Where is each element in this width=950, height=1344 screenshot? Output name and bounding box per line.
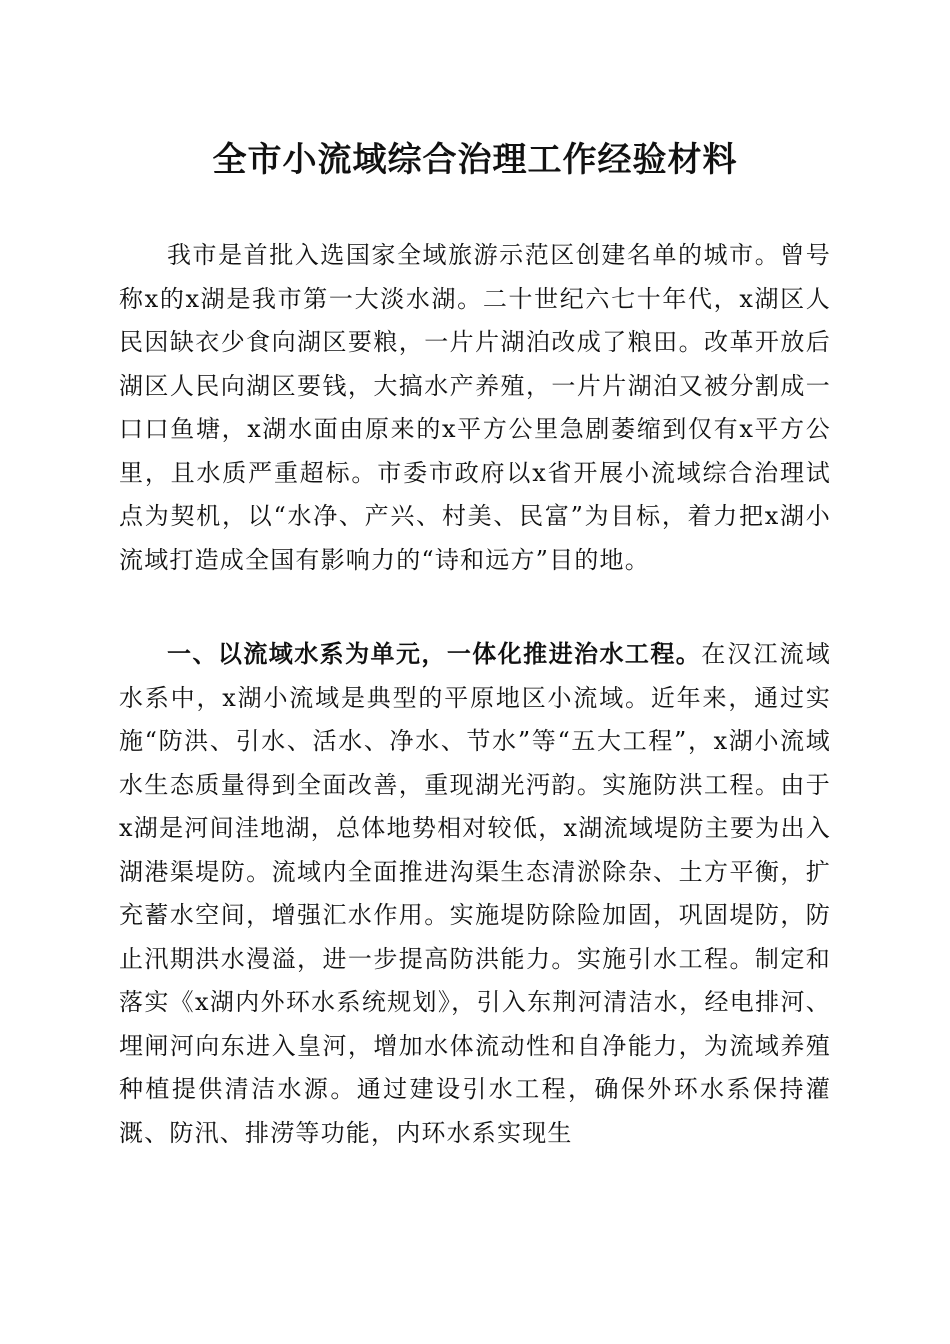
document-title: 全市小流域综合治理工作经验材料 (212, 140, 738, 180)
section-1-heading: 一、以流域水系为单元，一体化推进治水工程。 (167, 640, 702, 668)
intro-paragraph: 我市是首批入选国家全域旅游示范区创建名单的城市。曾号称x的x湖是我市第一大淡水湖。二十世纪六七十年代，x湖区人民因缺衣少食向湖区要粮，一片片湖泊改成了粮田。改革开放后湖区人民向湖区要钱，大搞水产养殖，一片片湖泊又被分割成一口口鱼塘，x湖水面由原来的x平方公里急剧萎缩到仅有x平方公里，且水质严重超标。市委市政府以x省开展小流域综合治理试点为契机，以“水净、产兴、村美、民富”为目标，着力把x湖小流域打造成全国有影响力的“诗和远方”目的地。 (119, 241, 831, 574)
section-1-text: 在汉江流域水系中，x湖小流域是典型的平原地区小流域。近年来，通过实施“防洪、引水、活水、净水、节水”等“五大工程”，x湖小流域水生态质量得到全面改善，重现湖光沔韵。实施防洪工程。由于x湖是河间洼地湖，总体地势相对较低，x湖流域堤防主要为出入湖港渠堤防。流域内全面推进沟渠生态清淤除杂、土方平衡，扩充蓄水空间，增强汇水作用。实施堤防除险加固，巩固堤防，防止汛期洪水漫溢，进一步提高防洪能力。实施引水工程。制定和落实《x湖内外环水系统规划》，引入东荆河清洁水，经电排河、埋闸河向东进入皇河，增加水体流动性和自净能力，为流域养殖种植提供清洁水源。通过建设引水工程，确保外环水系保持灌溉、防汛、排涝等功能，内环水系实现生 (119, 640, 832, 1147)
section-1-paragraph (119, 633, 831, 1155)
